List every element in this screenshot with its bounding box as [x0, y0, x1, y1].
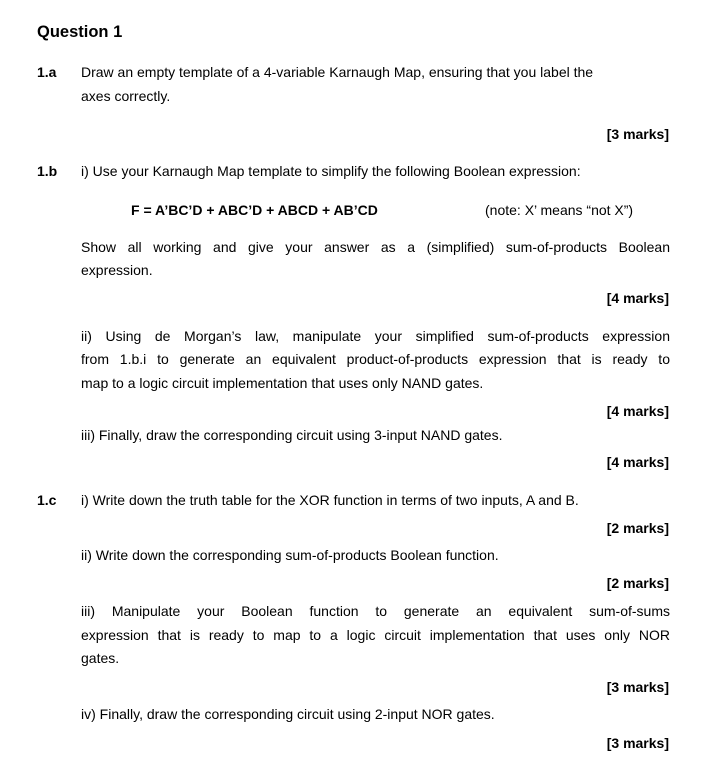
q1b-marks-ii: [4 marks] — [606, 403, 669, 419]
q1b-part-i-text: i) Use your Karnaugh Map template to simplify the following Boolean expression: — [81, 163, 581, 179]
question-number-1b: 1.b — [37, 163, 58, 179]
q1c-part-ii-text: ii) Write down the corresponding sum-of-products Boolean function. — [81, 547, 499, 563]
q1c-part-i-text: i) Write down the truth table for the XOR function in terms of two inputs, A and B. — [81, 492, 579, 508]
q1c-part-iii-line3: gates. — [81, 650, 120, 666]
q1b-part-iii-text: iii) Finally, draw the corresponding circuit using 3-input NAND gates. — [81, 427, 503, 443]
question-number-1c: 1.c — [37, 492, 57, 508]
q1c-part-iv-text: iv) Finally, draw the corresponding circuit using 2-input NOR gates. — [81, 706, 495, 722]
q1c-marks-iv: [3 marks] — [606, 735, 669, 751]
q1c-marks-iii: [3 marks] — [606, 679, 669, 695]
q1c-marks-i: [2 marks] — [606, 520, 669, 536]
q1a-text-line1: Draw an empty template of a 4-variable Karnaugh Map, ensuring that you label the — [81, 64, 594, 80]
question-title: Question 1 — [37, 23, 123, 41]
q1b-part-ii-line3: map to a logic circuit implementation that uses only NAND gates. — [81, 375, 484, 391]
q1b-working-line1: Show all working and give your answer as a (simplified) sum-of-products Boolean — [81, 239, 670, 255]
question-number-1a: 1.a — [37, 64, 57, 80]
q1b-working-line2: expression. — [81, 262, 153, 278]
formula-note: (note: X’ means “not X”) — [485, 202, 634, 218]
q1b-part-ii-line1: ii) Using de Morgan’s law, manipulate your simplified sum-of-products expression — [81, 328, 670, 344]
q1b-part-ii-line2: from 1.b.i to generate an equivalent product-of-products expression that is ready to — [81, 351, 670, 367]
q1c-part-iii-line1: iii) Manipulate your Boolean function to generate an equivalent sum-of-sums — [81, 603, 670, 619]
boolean-formula: F = A’BC’D + ABC’D + ABCD + AB’CD — [131, 202, 378, 218]
q1a-text-line2: axes correctly. — [81, 88, 171, 104]
q1a-marks: [3 marks] — [606, 126, 669, 142]
q1c-part-iii-line2: expression that is ready to map to a logic circuit implementation that uses only NOR — [81, 627, 670, 643]
q1b-marks-i: [4 marks] — [606, 290, 669, 306]
q1b-marks-iii: [4 marks] — [606, 454, 669, 470]
q1c-marks-ii: [2 marks] — [606, 575, 669, 591]
